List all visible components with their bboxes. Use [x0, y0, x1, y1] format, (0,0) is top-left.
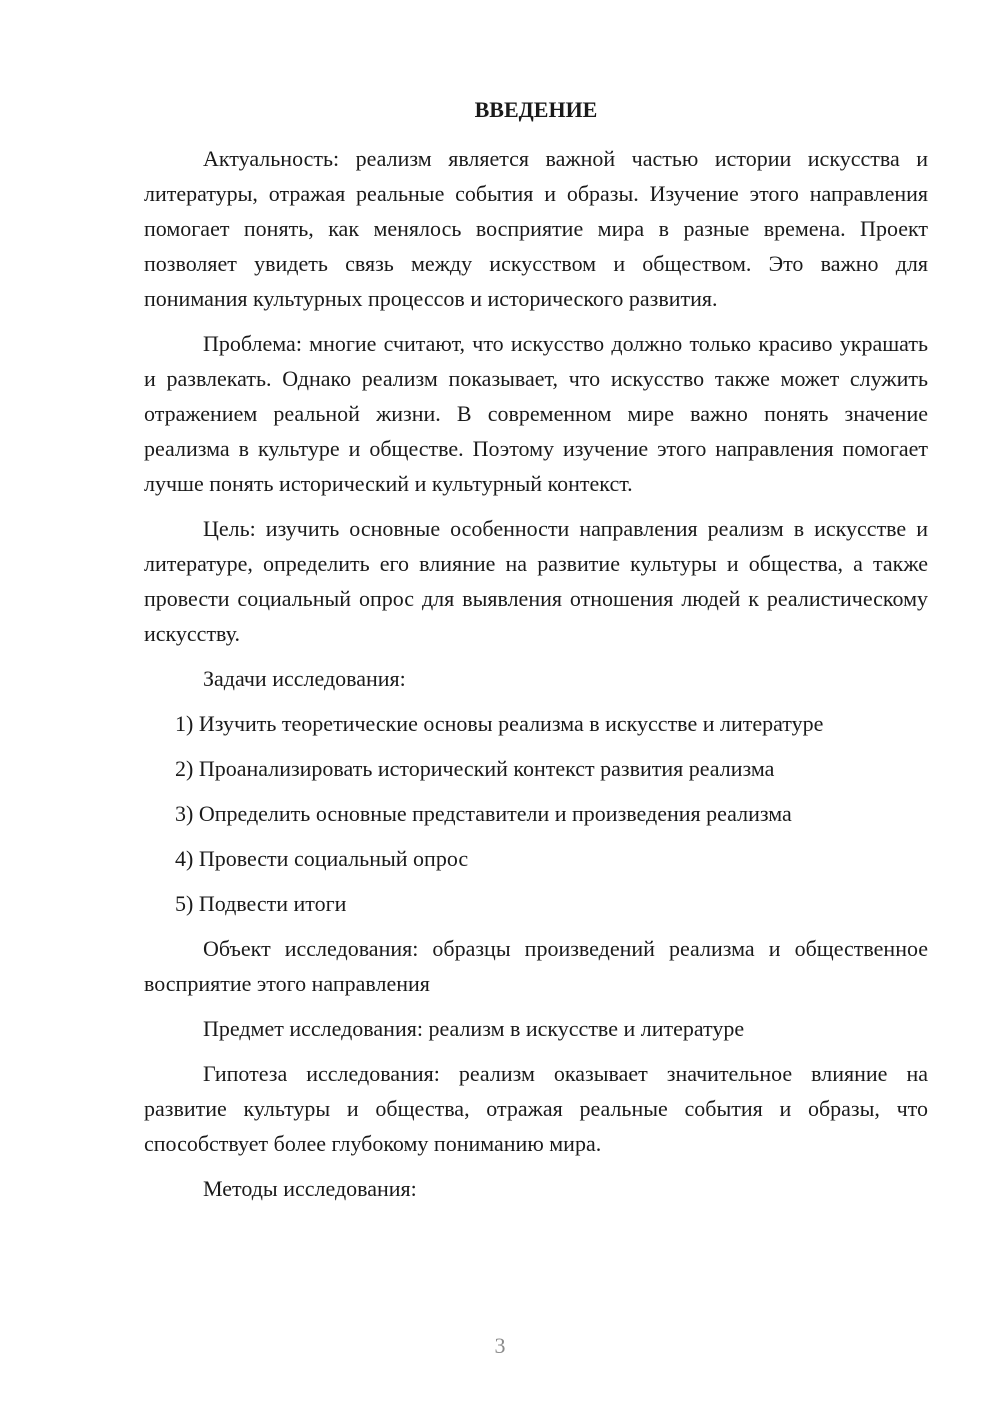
subject-paragraph: Предмет исследования: реализм в искусстве и литературе [203, 1016, 745, 1041]
task-item-1: 1) Изучить теоретические основы реализма в искусстве и литературе [175, 711, 824, 736]
task-item-4: 4) Провести социальный опрос [175, 846, 469, 871]
relevance-paragraph: Актуальность: реализм является важной частью истории искусства и литературы, отражая реальные события и образы. Изучение этого направления помогает понять, как менялось восприятие мира в разные времена. Проект позволяет увидеть связь между искусством и обществом. Это важно для понимания культурных процессов и исторического развития. [144, 146, 928, 311]
tasks-heading: Задачи исследования: [203, 666, 406, 691]
tasks-list [144, 706, 928, 921]
page-number: 3 [494, 1333, 506, 1358]
task-item-5: 5) Подвести итоги [175, 891, 347, 916]
task-item-3: 3) Определить основные представители и произведения реализма [175, 801, 792, 826]
hypothesis-paragraph: Гипотеза исследования: реализм оказывает значительное влияние на развитие культуры и общества, отражая реальные события и образы, что способствует более глубокому пониманию мира. [144, 1061, 928, 1156]
problem-paragraph: Проблема: многие считают, что искусство должно только красиво украшать и развлекать. Однако реализм показывает, что искусство также может служить отражением реальной жизни. В современном мире важно понять значение реализма в культуре и обществе. Поэтому изучение этого направления помогает лучше понять исторический и культурный контекст. [144, 331, 928, 496]
task-item-2: 2) Проанализировать исторический контекст развития реализма [175, 756, 775, 781]
page-body [144, 95, 928, 1216]
object-paragraph: Объект исследования: образцы произведений реализма и общественное восприятие этого направления [144, 936, 928, 996]
methods-paragraph: Методы исследования: [203, 1176, 417, 1201]
page-title: ВВЕДЕНИЕ [474, 97, 598, 122]
goal-paragraph: Цель: изучить основные особенности направления реализм в искусстве и литературе, определить его влияние на развитие культуры и общества, а также провести социальный опрос для выявления отношения людей к реалистическому искусству. [144, 516, 928, 646]
